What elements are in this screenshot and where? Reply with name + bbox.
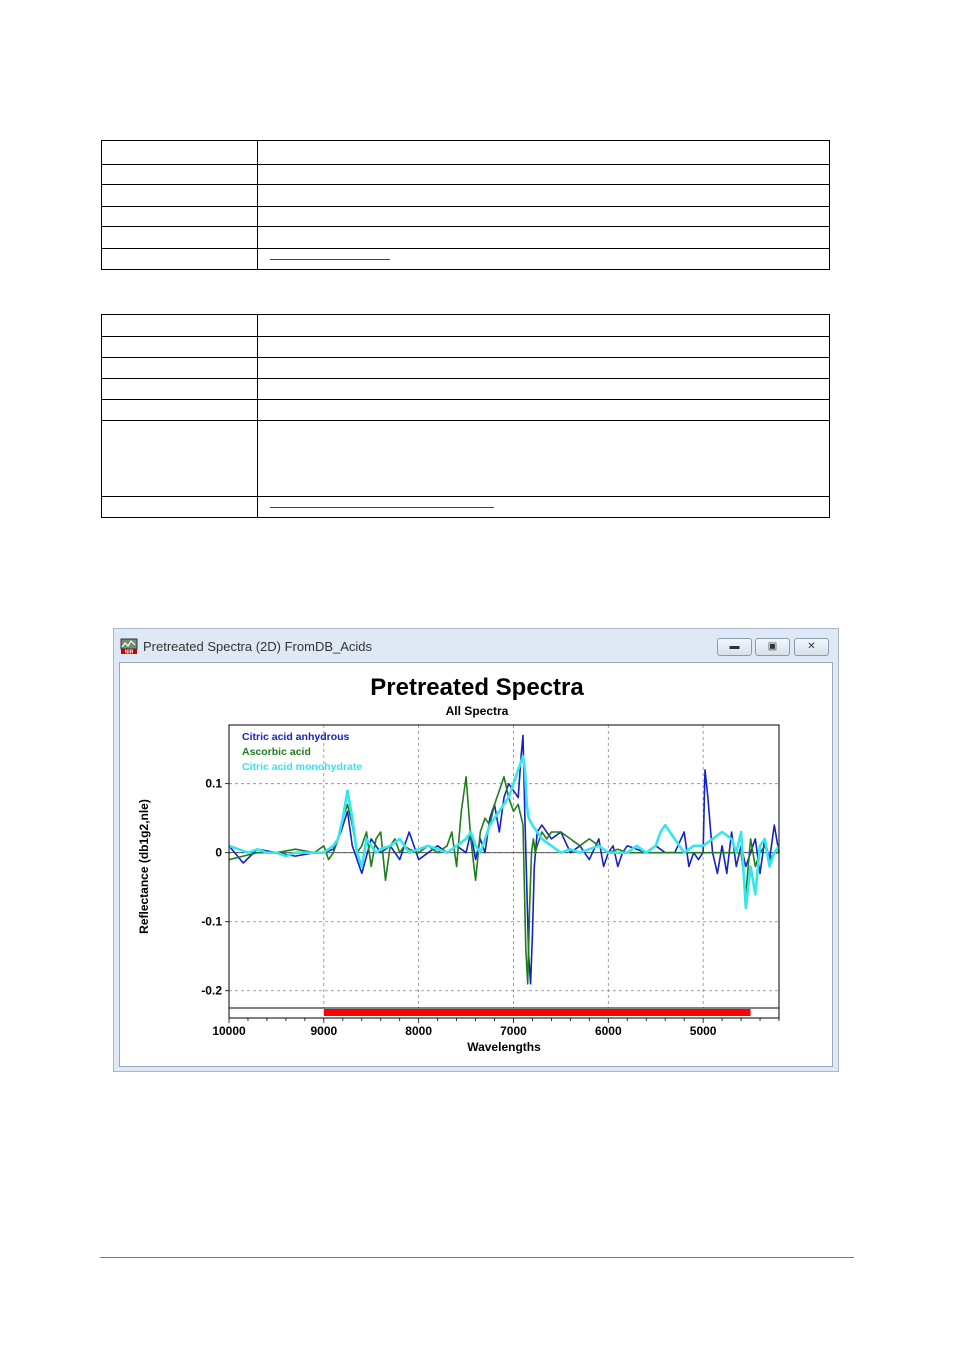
x-tick-label: 8000 <box>405 1024 433 1038</box>
maximize-icon: ▣ <box>767 641 778 652</box>
x-tick-label: 9000 <box>310 1024 338 1038</box>
y-axis <box>201 777 229 998</box>
y-tick-label: 0 <box>215 845 222 860</box>
y-tick-label: 0.1 <box>205 776 222 791</box>
maximize-button[interactable] <box>755 638 790 656</box>
info-table-2 <box>101 314 830 518</box>
series-line <box>229 777 779 984</box>
close-icon: ✕ <box>807 641 816 652</box>
footer-rule <box>100 1257 854 1258</box>
x-tick-label: 7000 <box>500 1024 527 1038</box>
chart-title: Pretreated Spectra <box>370 674 584 701</box>
y-tick-label: -0.1 <box>201 914 222 929</box>
window-titlebar[interactable] <box>114 629 838 661</box>
x-tick-label: 10000 <box>212 1024 246 1038</box>
x-axis-label: Wavelengths <box>467 1040 541 1054</box>
link[interactable] <box>270 259 390 260</box>
minimize-icon: ▬ <box>729 641 740 652</box>
legend-entry: Citric acid monohydrate <box>242 761 363 773</box>
chart-area <box>119 662 833 1067</box>
legend <box>242 731 362 773</box>
minimize-button[interactable] <box>717 638 752 656</box>
selected-range-bar <box>324 1009 751 1016</box>
app-icon-label: NIR <box>124 649 134 654</box>
spectra-chart <box>120 663 832 1066</box>
link[interactable] <box>270 507 494 508</box>
window-title: Pretreated Spectra (2D) FromDB_Acids <box>143 639 373 654</box>
x-tick-label: 6000 <box>594 1024 622 1038</box>
x-axis <box>212 1018 779 1038</box>
app-icon <box>120 638 138 654</box>
range-bar <box>229 1008 779 1016</box>
info-table-1 <box>101 140 830 270</box>
y-axis-label: Reflectance (db1g2,nle) <box>137 799 151 934</box>
legend-entry: Ascorbic acid <box>242 746 311 758</box>
spectra-window <box>113 628 839 1072</box>
x-tick-label: 5000 <box>689 1024 717 1038</box>
close-button[interactable] <box>794 638 829 656</box>
chart-subtitle: All Spectra <box>445 704 509 718</box>
legend-entry: Citric acid anhydrous <box>242 731 350 743</box>
y-tick-label: -0.2 <box>201 983 222 998</box>
